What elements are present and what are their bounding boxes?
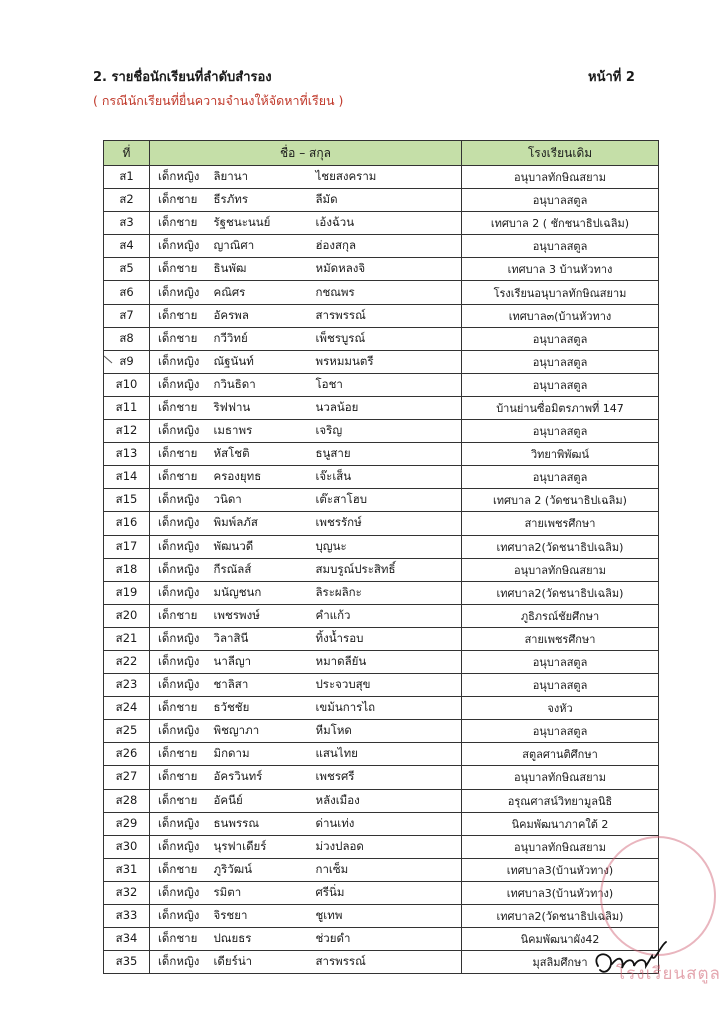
first-name: กีรณัลส์ [212,558,312,581]
row-number: ส3 [104,212,150,235]
pen-mark-icon [103,355,115,365]
table-row [104,928,659,951]
first-name: จิรชยา [212,905,312,928]
first-name: มิกดาม [212,743,312,766]
row-number: ส20 [104,604,150,627]
row-number: ส34 [104,928,150,951]
previous-school: บ้านย่านซื่อมิตรภาพที่ 147 [462,396,659,419]
last-name: เขม้นการไถ [312,697,462,720]
name-prefix: เด็กชาย [150,396,212,419]
first-name: วิลาสินี [212,627,312,650]
row-number: ส31 [104,858,150,881]
row-number: ส5 [104,258,150,281]
first-name: กวีวิทย์ [212,327,312,350]
previous-school: นิคมพัฒนาภาคใต้ 2 [462,812,659,835]
row-number: ส24 [104,697,150,720]
last-name: เจ๊ะเส็น [312,466,462,489]
name-prefix: เด็กชาย [150,858,212,881]
last-name: เพ็ชรบูรณ์ [312,327,462,350]
name-prefix: เด็กชาย [150,928,212,951]
header-number: ที่ [104,141,150,166]
name-prefix: เด็กหญิง [150,558,212,581]
name-prefix: เด็กหญิง [150,512,212,535]
first-name: นุรฟาเดียร์ [212,835,312,858]
previous-school: วิทยาพิพัฒน์ [462,443,659,466]
previous-school: อนุบาลสตูล [462,373,659,396]
table-row [104,443,659,466]
row-number: ส14 [104,466,150,489]
last-name: ธนูสาย [312,443,462,466]
first-name: หัสโชติ [212,443,312,466]
previous-school: เทศบาล2(วัดชนาธิปเฉลิม) [462,905,659,928]
first-name: พัฒนวดี [212,535,312,558]
first-name: ธีรภัทร [212,189,312,212]
table-row [104,304,659,327]
last-name: โอชา [312,373,462,396]
first-name: คณิศร [212,281,312,304]
table-row [104,258,659,281]
table-row [104,743,659,766]
name-prefix: เด็กชาย [150,304,212,327]
name-prefix: เด็กหญิง [150,951,212,974]
previous-school: เทศบาล3(บ้านหัวทาง) [462,881,659,904]
name-prefix: เด็กหญิง [150,535,212,558]
list-subtitle: ( กรณีนักเรียนที่ยื่นความจำนงให้จัดหาที่เรียน ) [93,93,344,108]
previous-school: โรงเรียนอนุบาลทักษิณสยาม [462,281,659,304]
previous-school: เทศบาล 2 (วัดชนาธิปเฉลิม) [462,489,659,512]
name-prefix: เด็กหญิง [150,166,212,189]
name-prefix: เด็กชาย [150,443,212,466]
row-number: ส28 [104,789,150,812]
previous-school: สตูลศานติศึกษา [462,743,659,766]
last-name: หมัดหลงจิ [312,258,462,281]
row-number: ส21 [104,627,150,650]
table-row [104,697,659,720]
row-number: ส18 [104,558,150,581]
table-row [104,812,659,835]
first-name: ธนพรรณ [212,812,312,835]
previous-school: เทศบาล2(วัดชนาธิปเฉลิม) [462,535,659,558]
last-name: สารพรรณ์ [312,304,462,327]
row-number: ส7 [104,304,150,327]
last-name: นวลน้อย [312,396,462,419]
row-number: ส8 [104,327,150,350]
row-number: ส6 [104,281,150,304]
first-name: วนิดา [212,489,312,512]
first-name: รมิตา [212,881,312,904]
previous-school: เทศบาล3(บ้านหัวทาง) [462,858,659,881]
table-row [104,396,659,419]
previous-school: สายเพชรศึกษา [462,627,659,650]
table-row [104,858,659,881]
name-prefix: เด็กหญิง [150,281,212,304]
last-name: สารพรรณ์ [312,951,462,974]
name-prefix: เด็กชาย [150,258,212,281]
last-name: หีมโหด [312,720,462,743]
table-row [104,720,659,743]
last-name: ชูเทพ [312,905,462,928]
table-row [104,951,659,974]
row-number: ส25 [104,720,150,743]
name-prefix: เด็กหญิง [150,420,212,443]
previous-school: ภูธิภรณ์ชัยศึกษา [462,604,659,627]
first-name: ชาลิสา [212,674,312,697]
name-prefix: เด็กหญิง [150,581,212,604]
first-name: ครองยุทธ [212,466,312,489]
previous-school: อรุณศาสน์วิทยามูลนิธิ [462,789,659,812]
name-prefix: เด็กชาย [150,327,212,350]
first-name: รัฐชนะนนย์ [212,212,312,235]
name-prefix: เด็กหญิง [150,674,212,697]
table-row [104,281,659,304]
first-name: ญาณิศา [212,235,312,258]
table-row [104,189,659,212]
last-name: เพชรศรี [312,766,462,789]
previous-school: เทศบาล2(วัดชนาธิปเฉลิม) [462,581,659,604]
name-prefix: เด็กชาย [150,212,212,235]
name-prefix: เด็กหญิง [150,905,212,928]
table-row [104,489,659,512]
row-number: ส13 [104,443,150,466]
first-name: พิชญาภา [212,720,312,743]
header-name: ชื่อ – สกุล [150,141,462,166]
previous-school: อนุบาลสตูล [462,466,659,489]
first-name: อัครพล [212,304,312,327]
last-name: กชณพร [312,281,462,304]
student-table [103,140,659,974]
row-number: ส30 [104,835,150,858]
name-prefix: เด็กชาย [150,466,212,489]
previous-school: อนุบาลทักษิณสยาม [462,835,659,858]
table-row [104,373,659,396]
row-number: ส29 [104,812,150,835]
table-row [104,581,659,604]
last-name: เต๊ะสาโฮบ [312,489,462,512]
row-number: ส22 [104,650,150,673]
table-row [104,350,659,373]
last-name: ด่านเท่ง [312,812,462,835]
previous-school: อนุบาลสตูล [462,350,659,373]
header-school: โรงเรียนเดิม [462,141,659,166]
table-row [104,627,659,650]
last-name: ประจวบสุข [312,674,462,697]
row-number: ส11 [104,396,150,419]
name-prefix: เด็กหญิง [150,650,212,673]
last-name: พรหมมนตรี [312,350,462,373]
table-row [104,212,659,235]
last-name: ทิ้งน้ำรอบ [312,627,462,650]
last-name: คำแก้ว [312,604,462,627]
table-row [104,466,659,489]
first-name: มนัญชนก [212,581,312,604]
row-number: ส33 [104,905,150,928]
row-number: ส16 [104,512,150,535]
last-name: ไชยสงคราม [312,166,462,189]
first-name: ลิยานา [212,166,312,189]
last-name: ลีมัด [312,189,462,212]
table-row [104,674,659,697]
row-number: ส2 [104,189,150,212]
first-name: อัครวินทร์ [212,766,312,789]
first-name: เมธาพร [212,420,312,443]
last-name: สมบรูณ์ประสิทธิ์ [312,558,462,581]
last-name: ช่วยดำ [312,928,462,951]
last-name: หมาดลียัน [312,650,462,673]
row-number: ส4 [104,235,150,258]
last-name: เจริญ [312,420,462,443]
row-number: ส17 [104,535,150,558]
first-name: กวินธิดา [212,373,312,396]
row-number: ส15 [104,489,150,512]
name-prefix: เด็กหญิง [150,235,212,258]
table-row [104,420,659,443]
name-prefix: เด็กชาย [150,766,212,789]
first-name: เพชรพงษ์ [212,604,312,627]
table-header-row [104,141,659,166]
previous-school: อนุบาลทักษิณสยาม [462,166,659,189]
last-name: ฮ่องสกุล [312,235,462,258]
previous-school: อนุบาลสตูล [462,420,659,443]
previous-school: อนุบาลสตูล [462,720,659,743]
table-row [104,327,659,350]
table-row [104,512,659,535]
first-name: ธินพัฒ [212,258,312,281]
row-number: ส26 [104,743,150,766]
table-row [104,235,659,258]
name-prefix: เด็กหญิง [150,627,212,650]
table-row [104,881,659,904]
name-prefix: เด็กหญิง [150,720,212,743]
table-row [104,166,659,189]
previous-school: อนุบาลทักษิณสยาม [462,766,659,789]
last-name: บุญนะ [312,535,462,558]
name-prefix: เด็กชาย [150,697,212,720]
seal-text: โรงเรียนสตูล [616,964,721,984]
previous-school: สายเพชรศึกษา [462,512,659,535]
previous-school: อนุบาลสตูล [462,327,659,350]
row-number: ส1 [104,166,150,189]
row-number: ส23 [104,674,150,697]
first-name: ภูริวัฒน์ [212,858,312,881]
last-name: แสนไทย [312,743,462,766]
table-row [104,905,659,928]
table-row [104,766,659,789]
first-name: ปณยธร [212,928,312,951]
table-body [104,166,659,974]
last-name: เพชรรักษ์ [312,512,462,535]
table-row [104,558,659,581]
name-prefix: เด็กหญิง [150,350,212,373]
previous-school: อนุบาลสตูล [462,650,659,673]
last-name: กาเซ็ม [312,858,462,881]
first-name: อัคนีย์ [212,789,312,812]
last-name: ศรีนิ่ม [312,881,462,904]
row-number: ส27 [104,766,150,789]
page-number: หน้าที่ 2 [588,70,635,85]
previous-school: อนุบาลสตูล [462,674,659,697]
table-row [104,835,659,858]
table-row [104,789,659,812]
name-prefix: เด็กชาย [150,789,212,812]
first-name: นาลีญา [212,650,312,673]
table-row [104,535,659,558]
previous-school: จงหัว [462,697,659,720]
table-row [104,650,659,673]
row-number: ส9 [104,350,150,373]
previous-school: เทศบาล๓(บ้านหัวทาง [462,304,659,327]
table-row [104,604,659,627]
name-prefix: เด็กชาย [150,743,212,766]
first-name: ณัฐนันท์ [212,350,312,373]
last-name: หลังเมือง [312,789,462,812]
name-prefix: เด็กหญิง [150,835,212,858]
name-prefix: เด็กหญิง [150,812,212,835]
last-name: ลิระผลิกะ [312,581,462,604]
previous-school: มุสลิมศึกษา [462,951,659,974]
name-prefix: เด็กหญิง [150,373,212,396]
first-name: เดียร์น่า [212,951,312,974]
first-name: พิมพ์ลภัส [212,512,312,535]
row-number: ส12 [104,420,150,443]
name-prefix: เด็กชาย [150,604,212,627]
previous-school: เทศบาล 2 ( ชักชนาธิปเฉลิม) [462,212,659,235]
first-name: ธวัชชัย [212,697,312,720]
list-title: 2. รายชื่อนักเรียนที่ลำดับสำรอง [93,70,272,85]
previous-school: นิคมพัฒนาผัง42 [462,928,659,951]
row-number: ส10 [104,373,150,396]
row-number: ส19 [104,581,150,604]
previous-school: อนุบาลสตูล [462,189,659,212]
previous-school: เทศบาล 3 บ้านหัวทาง [462,258,659,281]
row-number: ส35 [104,951,150,974]
name-prefix: เด็กหญิง [150,489,212,512]
previous-school: อนุบาลทักษิณสยาม [462,558,659,581]
last-name: ม่วงปลอด [312,835,462,858]
first-name: ริฟฟาน [212,396,312,419]
row-number: ส32 [104,881,150,904]
previous-school: อนุบาลสตูล [462,235,659,258]
name-prefix: เด็กหญิง [150,881,212,904]
signature-icon [590,936,670,982]
last-name: เอ้งฉ้วน [312,212,462,235]
name-prefix: เด็กชาย [150,189,212,212]
